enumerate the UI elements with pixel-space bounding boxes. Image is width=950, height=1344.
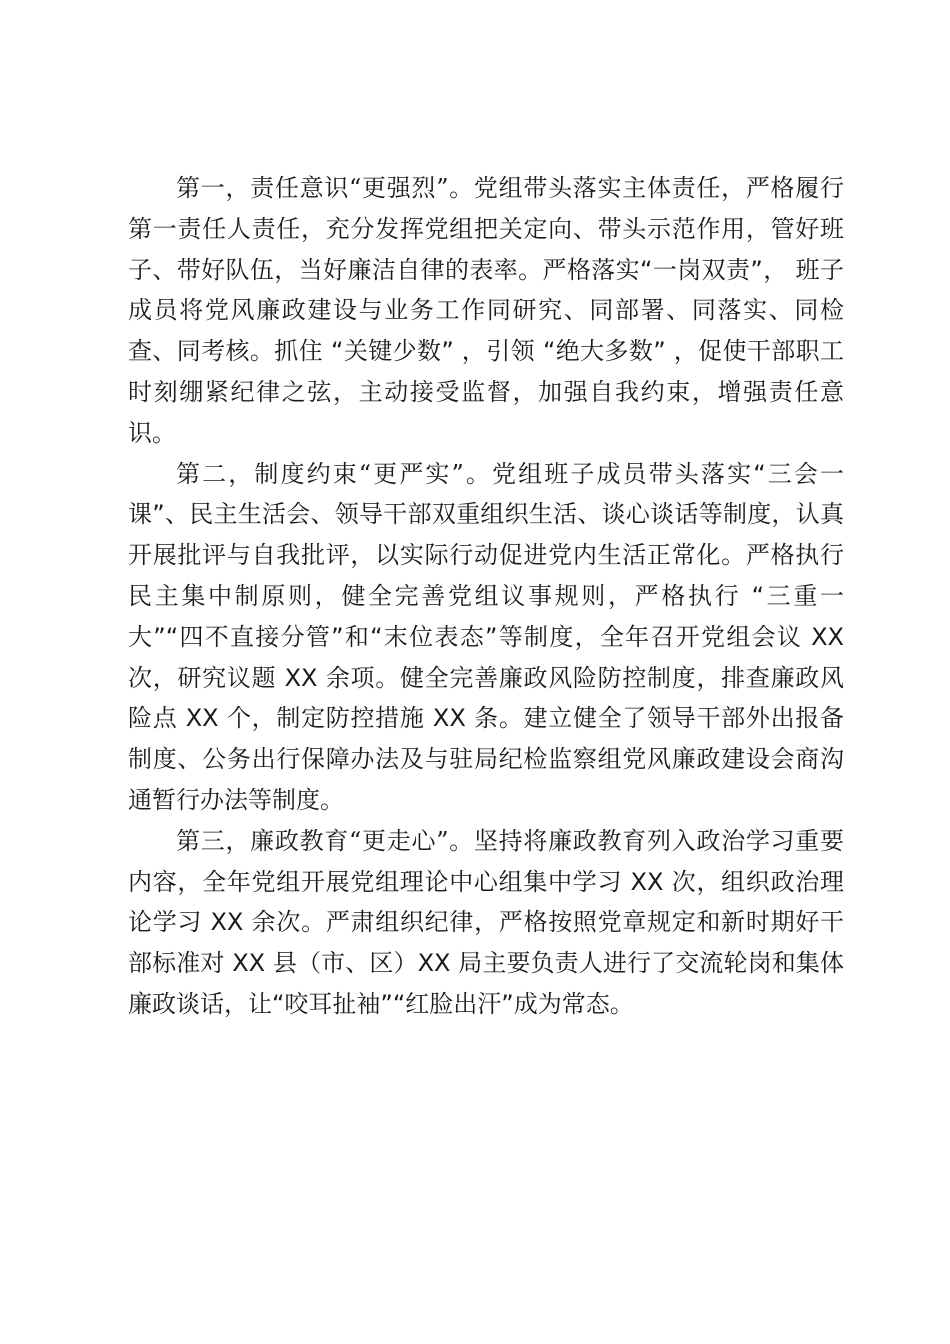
paragraph-heading: 第三，廉政教育“更走心”。	[176, 826, 474, 855]
document-body	[128, 168, 844, 1025]
paragraph-education	[128, 821, 844, 1025]
paragraph-text: 党组班子成员带头落实“三会一课”、民主生活会、领导干部双重组织生活、谈心谈话等制度，认真开展批评与自我批评，以实际行动促进党内生活正常化。严格执行民主集中制原则，健全完善党组议事规则，严格执行 “三重一大”“四不直接分管”和“末位表态”等制度，全年召开党组会议 XX 次，研究议题 XX 余项。健全完善廉政风险防控制度，排查廉政风险点 XX 个，制定防控措施 XX 条。建立健全了领导干部外出报备制度、公务出行保障办法及与驻局纪检监察组党风廉政建设会商沟通暂行办法等制度。	[128, 459, 844, 814]
paragraph-text: 坚持将廉政教育列入政治学习重要内容，全年党组开展党组理论中心组集中学习 XX 次，组织政治理论学习 XX 余次。严肃组织纪律，严格按照党章规定和新时期好干部标准对 XX 县（市、区）XX 局主要负责人进行了交流轮岗和集体廉政谈话，让“咬耳扯袖”“红脸出汗”成为常态。	[128, 826, 844, 1018]
paragraph-heading: 第二，制度约束“更严实”。	[176, 459, 493, 488]
paragraph-responsibility	[128, 168, 844, 454]
paragraph-system	[128, 454, 844, 821]
paragraph-text: 党组带头落实主体责任，严格履行第一责任人责任，充分发挥党组把关定向、带头示范作用，管好班子、带好队伍，当好廉洁自律的表率。严格落实“一岗双责”， 班子成员将党风廉政建设与业务工作同研究、同部署、同落实、同检查、同考核。抓住 “关键少数” ，引领 “绝大多数” ，促使干部职工时刻绷紧纪律之弦，主动接受监督，加强自我约束，增强责任意识。	[128, 174, 844, 447]
paragraph-heading: 第一，责任意识“更强烈”。	[176, 174, 474, 202]
